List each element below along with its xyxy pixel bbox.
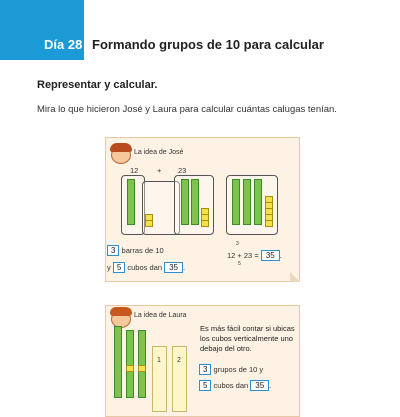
ten-bar (232, 179, 240, 225)
unit-cube (126, 365, 134, 372)
ten-bar (126, 330, 134, 398)
period: . (279, 251, 282, 260)
ten-bar (243, 179, 251, 225)
unit-cube (201, 220, 209, 227)
laura-groups-line (199, 364, 263, 375)
cubes-answer-box: 5 (113, 262, 125, 273)
equation-answer-box: 35 (261, 250, 280, 261)
ruler-number: 1 (157, 357, 161, 364)
ruler-column (152, 346, 167, 412)
laura-explanation: Es más fácil contar si ubicas los cubos verticalmente uno debajo del otro. (200, 324, 295, 353)
total-answer-box: 35 (164, 262, 183, 273)
groups-text: grupos de 10 y (213, 365, 264, 374)
instruction-text: Mira lo que hicieron José y Laura para calcular cuántas calugas tenían. (37, 104, 337, 115)
cubes-text: cubos dan (213, 381, 249, 390)
cubes-text: cubos dan (127, 263, 163, 272)
ten-bar (138, 330, 146, 398)
ruler-number: 2 (177, 357, 181, 364)
jose-top-split: 3 (236, 241, 239, 247)
ten-bar (254, 179, 262, 225)
ten-bar (114, 326, 122, 398)
period: . (269, 381, 272, 390)
bars-text: barras de 10 (121, 246, 164, 255)
unit-cube (145, 220, 153, 227)
ten-bar (181, 179, 189, 225)
groups-answer-box: 3 (199, 364, 211, 375)
jose-label: La idea de José (134, 149, 184, 156)
and-text: y (107, 263, 111, 272)
ten-bar (127, 179, 135, 225)
jose-bottom-split: 5 (238, 261, 241, 267)
unit-cube (265, 220, 273, 227)
hair-icon (110, 143, 132, 152)
jose-cubes-line (107, 262, 185, 273)
jose-left-number: 12 (130, 166, 139, 175)
laura-cubes-line (199, 380, 271, 391)
equation-text: 12 + 23 (227, 251, 253, 260)
laura-label: La idea de Laura (134, 312, 187, 319)
ruler-column (172, 346, 187, 412)
ten-bar (191, 179, 199, 225)
jose-right-number: 23 (178, 166, 187, 175)
section-title: Representar y calcular. (37, 79, 158, 91)
page-title: Formando grupos de 10 para calcular (92, 37, 324, 52)
jose-plus-sign: + (157, 166, 162, 175)
total-answer-box: 35 (250, 380, 269, 391)
page-fold-icon (290, 272, 300, 282)
period: . (183, 263, 186, 272)
cubes-answer-box: 5 (199, 380, 211, 391)
laura-panel (105, 305, 300, 417)
bars-answer-box: 3 (107, 245, 119, 256)
unit-cube (138, 365, 146, 372)
equals-sign: = (254, 251, 259, 260)
jose-avatar (111, 146, 131, 164)
jose-bars-line (107, 245, 164, 256)
jose-equation-line (227, 250, 282, 261)
hair-icon (110, 307, 132, 316)
day-label: Día 28 (44, 37, 83, 52)
